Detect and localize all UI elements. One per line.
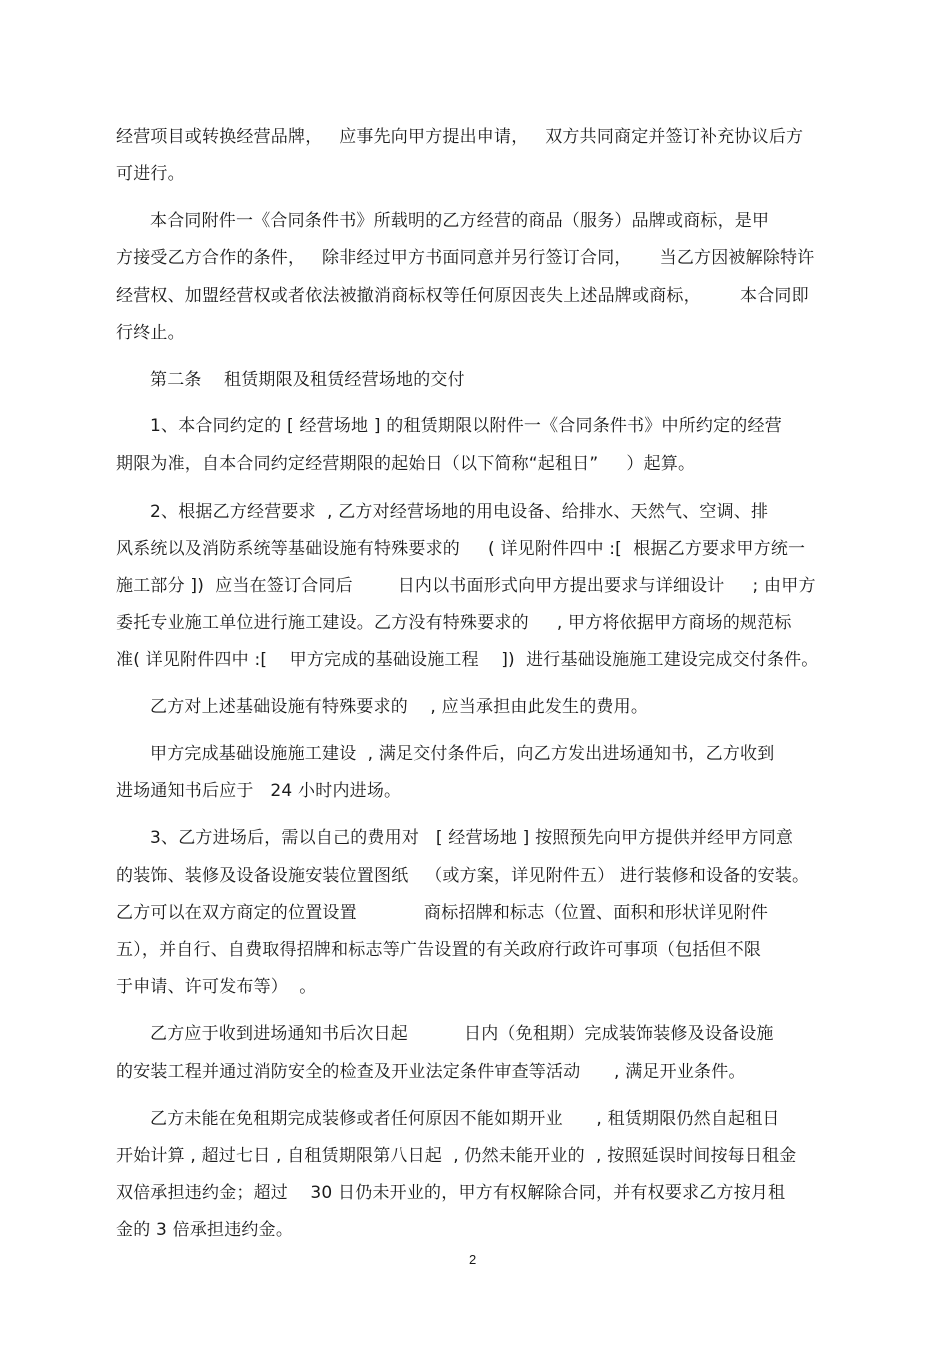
text-line: 风系统以及消防系统等基础设施有特殊要求的 ( 详见附件四中 :[ 根据乙方要求甲方统一 xyxy=(116,539,806,559)
text-line: 委托专业施工单位进行施工建设。乙方没有特殊要求的 , 甲方将依据甲方商场的规范标 xyxy=(116,613,792,633)
text-line: 乙方对上述基础设施有特殊要求的 , 应当承担由此发生的费用。 xyxy=(150,697,649,717)
text-line: 的装饰、装修及设备设施安装位置图纸 （或方案，详见附件五） 进行装修和设备的安装。 xyxy=(116,866,810,886)
text-line: 甲方完成基础设施施工建设 , 满足交付条件后，向乙方发出进场通知书，乙方收到 xyxy=(150,744,775,764)
text-line: 期限为准，自本合同约定经营期限的起始日（以下简称“起租日” ）起算。 xyxy=(116,454,696,474)
text-line: 乙方未能在免租期完成装修或者任何原因不能如期开业 , 租赁期限仍然自起租日 xyxy=(150,1109,780,1129)
section-heading: 第二条 租赁期限及租赁经营场地的交付 xyxy=(150,370,465,390)
text-line: 行终止。 xyxy=(116,323,185,343)
text-line: 经营项目或转换经营品牌， 应事先向甲方提出申请， 双方共同商定并签订补充协议后方 xyxy=(116,127,804,147)
text-line: 可进行。 xyxy=(116,164,185,184)
text-line: 经营权、加盟经营权或者依法被撤消商标权等任何原因丧失上述品牌或商标， 本合同即 xyxy=(116,286,809,306)
text-line: 本合同附件一《合同条件书》所载明的乙方经营的商品（服务）品牌或商标，是甲 xyxy=(150,211,770,231)
text-line: 于申请、许可发布等） 。 xyxy=(116,977,317,997)
text-line: 2、根据乙方经营要求 , 乙方对经营场地的用电设备、给排水、天然气、空调、排 xyxy=(150,502,769,522)
text-line: 乙方应于收到进场通知书后次日起 日内（免租期）完成装饰装修及设备设施 xyxy=(150,1024,774,1044)
text-line: 施工部分 ]) 应当在签订合同后 日内以书面形式向甲方提出要求与详细设计 ; 由甲方 xyxy=(116,576,816,596)
text-line: 方接受乙方合作的条件， 除非经过甲方书面同意并另行签订合同， 当乙方因被解除特许 xyxy=(116,248,815,268)
text-line: 准( 详见附件四中 :[ 甲方完成的基础设施工程 ]) 进行基础设施施工建设完成交付条件。 xyxy=(116,650,819,670)
text-line: 3、乙方进场后，需以自己的费用对 [ 经营场地 ] 按照预先向甲方提供并经甲方同意 xyxy=(150,828,794,848)
page-number: 2 xyxy=(469,1252,477,1267)
text-line: 金的 3 倍承担违约金。 xyxy=(116,1220,294,1240)
text-line: 开始计算 , 超过七日 , 自租赁期限第八日起 , 仍然未能开业的 , 按照延误时间按每日租金 xyxy=(116,1146,797,1166)
text-line: 的安装工程并通过消防安全的检查及开业法定条件审查等活动 , 满足开业条件。 xyxy=(116,1062,746,1082)
text-line: 进场通知书后应于 24 小时内进场。 xyxy=(116,781,402,801)
text-line: 乙方可以在双方商定的位置设置 商标招牌和标志（位置、面积和形状详见附件 xyxy=(116,903,769,923)
text-line: 双倍承担违约金；超过 30 日仍未开业的，甲方有权解除合同，并有权要求乙方按月租 xyxy=(116,1183,786,1203)
text-line: 1、本合同约定的 [ 经营场地 ] 的租赁期限以附件一《合同条件书》中所约定的经营 xyxy=(150,416,782,436)
text-line: 五），并自行、自费取得招牌和标志等广告设置的有关政府行政许可事项（包括但不限 xyxy=(116,940,762,960)
